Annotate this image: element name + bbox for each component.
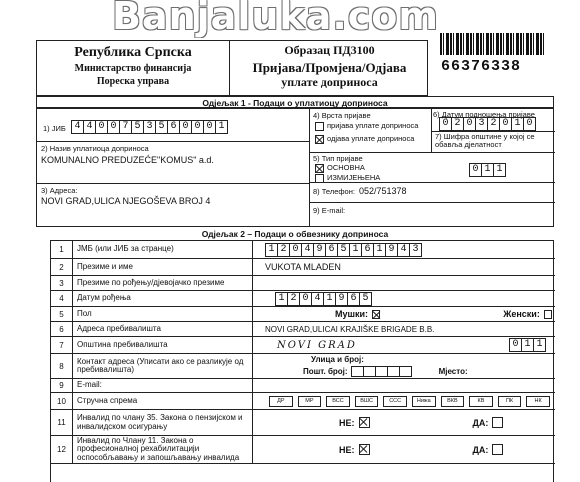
yes-label: ДА:: [472, 444, 489, 455]
no-label: НЕ:: [339, 444, 355, 455]
digit-box[interactable]: 9: [313, 243, 326, 257]
digit-box[interactable]: 2: [451, 117, 464, 131]
row-number: 11: [51, 410, 73, 435]
subtype-option1[interactable]: ОСНОВНА: [315, 163, 365, 173]
row-value[interactable]: [257, 379, 555, 392]
education-option[interactable]: МР: [298, 396, 322, 407]
digit-box[interactable]: 0: [289, 243, 302, 257]
digit-box[interactable]: 0: [499, 117, 512, 131]
digit-box[interactable]: 0: [95, 120, 108, 134]
digit-box[interactable]: 2: [277, 243, 290, 257]
table-row: [51, 291, 555, 307]
table-row: [51, 337, 555, 354]
digit-box[interactable]: 6: [325, 243, 338, 257]
tax-admin-name: Пореска управа: [96, 76, 170, 87]
table-row: [51, 307, 555, 322]
barcode-number: 66376338: [441, 58, 522, 75]
table-row: [51, 379, 555, 393]
row-label: Датум рођења: [77, 291, 253, 306]
row-label: E-mail:: [77, 379, 253, 392]
digit-box[interactable]: 1: [215, 120, 228, 134]
full-name-value: VUKOTA MLADEN: [265, 262, 341, 272]
row-label: Адреса пребивалишта: [77, 322, 253, 336]
education-option[interactable]: ДР: [269, 396, 293, 407]
phone-label: 8) Телефон:: [313, 187, 355, 196]
yes-checkbox[interactable]: [492, 444, 503, 455]
digit-box[interactable]: 3: [409, 243, 422, 257]
phone-value[interactable]: 052/751378: [359, 186, 407, 196]
table-row: [51, 259, 555, 276]
digit-box[interactable]: 6: [167, 120, 180, 134]
payer-name-label: 2) Назив уплатиоца доприноса: [41, 144, 149, 153]
digit-box[interactable]: 0: [463, 117, 476, 131]
row-number: 3: [51, 276, 73, 290]
digit-box[interactable]: 4: [311, 292, 324, 306]
digit-box[interactable]: 1: [493, 163, 506, 177]
digit-box[interactable]: 9: [385, 243, 398, 257]
digit-box[interactable]: 0: [469, 163, 482, 177]
form-header: [36, 40, 428, 96]
digit-box[interactable]: 1: [533, 338, 546, 352]
row-number: 5: [51, 307, 73, 321]
row-number: 2: [51, 259, 73, 275]
municipality-digits[interactable]: [469, 163, 505, 177]
row-value[interactable]: [257, 241, 555, 258]
digit-box[interactable]: 5: [337, 243, 350, 257]
residence-municipality-value: NOVI GRAD: [277, 339, 357, 351]
section1-title-bar: [36, 96, 554, 108]
form-code: Образац ПД3100: [284, 43, 375, 57]
table-row: [51, 322, 555, 337]
male-checkbox[interactable]: [372, 310, 380, 319]
yes-checkbox[interactable]: [492, 417, 503, 428]
digit-box[interactable]: 1: [511, 117, 524, 131]
digit-box[interactable]: 4: [301, 243, 314, 257]
table-row: [51, 410, 555, 436]
subtype-option2[interactable]: ИЗМИЈЕЊЕНА: [315, 173, 380, 183]
street-label: Улица и број:: [311, 355, 364, 364]
education-option[interactable]: ВСС: [326, 396, 350, 407]
no-checkbox[interactable]: [359, 444, 370, 455]
row-number: 8: [51, 354, 73, 378]
digit-box[interactable]: 0: [179, 120, 192, 134]
row-number: 10: [51, 393, 73, 409]
section2-table: [50, 240, 554, 482]
row-label: Инвалид по члану 35. Закона о пензијском и инвалидском осигурању: [77, 410, 253, 435]
digit-box[interactable]: 1: [265, 243, 278, 257]
education-option[interactable]: ВКВ: [441, 396, 465, 407]
report-type-option2[interactable]: одјава уплате доприноса: [315, 134, 414, 144]
digit-box[interactable]: 0: [191, 120, 204, 134]
row-value[interactable]: [257, 393, 555, 409]
education-option[interactable]: НК: [526, 396, 550, 407]
table-row: [51, 354, 555, 379]
jib-digits[interactable]: [71, 120, 227, 134]
no-label: НЕ:: [339, 417, 355, 428]
table-row: [51, 276, 555, 291]
female-checkbox[interactable]: [544, 310, 552, 319]
report-type-checkbox2[interactable]: [315, 135, 324, 144]
row-label: Презиме по рођењу/дјевојачко презиме: [77, 276, 253, 290]
education-option[interactable]: ВШС: [355, 396, 379, 407]
digit-box[interactable]: 3: [143, 120, 156, 134]
digit-box[interactable]: 2: [287, 292, 300, 306]
digit-box[interactable]: 3: [475, 117, 488, 131]
form-title-block: [230, 43, 429, 90]
education-option[interactable]: ПК: [498, 396, 522, 407]
education-option[interactable]: Нижа: [412, 396, 436, 407]
date-label: 6) Датум подношења пријаве: [433, 110, 535, 119]
address-value[interactable]: NOVI GRAD,ULICA NJEGOŠEVA BROJ 4: [41, 196, 211, 206]
male-label: Мушки:: [335, 309, 369, 319]
digit-box[interactable]: 1: [349, 243, 362, 257]
digit-box[interactable]: 1: [323, 292, 336, 306]
row-value[interactable]: [257, 307, 555, 321]
report-type-option1[interactable]: пријава уплате доприноса: [315, 121, 418, 131]
row-label: Општина пребивалишта: [77, 337, 253, 353]
row-number: 12: [51, 436, 73, 463]
municipality-label: 7) Шифра општине у којој се обавља дјелатност: [435, 132, 535, 149]
report-type-label: 4) Врста пријаве: [313, 111, 371, 120]
residence-address-value: NOVI GRAD,ULICAI KRAJIŠKE BRIGADE B.B.: [265, 324, 435, 334]
table-row: [51, 436, 555, 464]
no-checkbox[interactable]: [359, 417, 370, 428]
subtype-checkbox2[interactable]: [315, 174, 324, 183]
table-row: [51, 393, 555, 410]
digit-box[interactable]: 4: [71, 120, 84, 134]
row-label: Презиме и име: [77, 259, 253, 275]
subtype-checkbox1[interactable]: [315, 164, 324, 173]
digit-box[interactable]: 0: [203, 120, 216, 134]
report-type-checkbox1[interactable]: [315, 122, 324, 131]
digit-box[interactable]: 0: [107, 120, 120, 134]
row-label: Инвалид по Члану 11. Закона о професионалној рехабилитацији оспособљавању и запошљавању инвалида: [77, 436, 253, 463]
row-number: 4: [51, 291, 73, 306]
digit-box[interactable]: 1: [275, 292, 288, 306]
section1-title: Одјељак 1 - Подаци о уплатиоцу доприноса: [202, 98, 388, 108]
watermark: Banjaluka.com: [112, 0, 439, 38]
digit-box[interactable]: 0: [523, 117, 536, 131]
form-title: Пријава/Промјена/Одјава: [252, 60, 407, 75]
barcode-image: [440, 33, 546, 55]
digit-box[interactable]: 7: [119, 120, 132, 134]
section1-body: [36, 108, 554, 227]
section2-title-bar: [36, 229, 554, 240]
education-option[interactable]: ССС: [383, 396, 407, 407]
row-number: 6: [51, 322, 73, 336]
digit-box[interactable]: 1: [521, 338, 534, 352]
postcode-label: Пошт. број:: [303, 367, 348, 376]
digit-box[interactable]: 0: [439, 117, 452, 131]
female-label: Женски:: [503, 309, 540, 319]
digit-box[interactable]: 5: [131, 120, 144, 134]
address-label: 3) Адреса:: [41, 186, 78, 195]
row-number: 9: [51, 379, 73, 392]
issuer-block: [37, 45, 229, 87]
digit-box[interactable]: 1: [373, 243, 386, 257]
row-value[interactable]: [257, 354, 555, 378]
row-value[interactable]: [257, 276, 555, 290]
digit-box[interactable]: 2: [487, 117, 500, 131]
republic-name: Република Српска: [74, 45, 192, 60]
digit-box[interactable]: 6: [361, 243, 374, 257]
email-label: 9) E-mail:: [313, 206, 346, 215]
section2-title: Одјељак 2 – Подаци о обвезнику доприноса: [201, 229, 389, 239]
ministry-name: Министарство финансија: [74, 63, 192, 74]
digit-box[interactable]: 5: [155, 120, 168, 134]
table-row: [51, 241, 555, 259]
row-value[interactable]: [257, 337, 555, 353]
jib-label: 1) ЈИБ: [43, 124, 66, 133]
row-label: Контакт адреса (Уписати ако се разликује од пребивалишта): [77, 354, 253, 378]
yes-label: ДА:: [472, 417, 489, 428]
digit-box[interactable]: 0: [299, 292, 312, 306]
row-label: ЈМБ (или ЈИБ за странце): [77, 241, 253, 258]
subtype-label: 5) Тип пријаве: [313, 154, 363, 163]
form-subtitle: уплате доприноса: [281, 75, 378, 89]
row-value[interactable]: [257, 436, 555, 463]
postcode-box[interactable]: [399, 366, 412, 377]
row-number: 1: [51, 241, 73, 258]
digit-box[interactable]: 4: [83, 120, 96, 134]
digit-box[interactable]: 5: [359, 292, 372, 306]
education-option[interactable]: КВ: [469, 396, 493, 407]
digit-box[interactable]: 0: [509, 338, 522, 352]
row-value[interactable]: [257, 259, 555, 275]
date-digits[interactable]: [439, 117, 535, 131]
row-value[interactable]: [257, 291, 555, 306]
digit-box[interactable]: 1: [481, 163, 494, 177]
digit-box[interactable]: 6: [347, 292, 360, 306]
row-number: 7: [51, 337, 73, 353]
row-label: Пол: [77, 307, 253, 321]
row-label: Стручна спрема: [77, 393, 253, 409]
digit-box[interactable]: 9: [335, 292, 348, 306]
place-label: Мјесто:: [438, 367, 468, 376]
payer-name-value[interactable]: KOMUNALNO PREDUZEĆE"KOMUS" a.d.: [41, 155, 214, 165]
digit-box[interactable]: 4: [397, 243, 410, 257]
row-value[interactable]: [257, 410, 555, 435]
row-value[interactable]: [257, 322, 555, 336]
